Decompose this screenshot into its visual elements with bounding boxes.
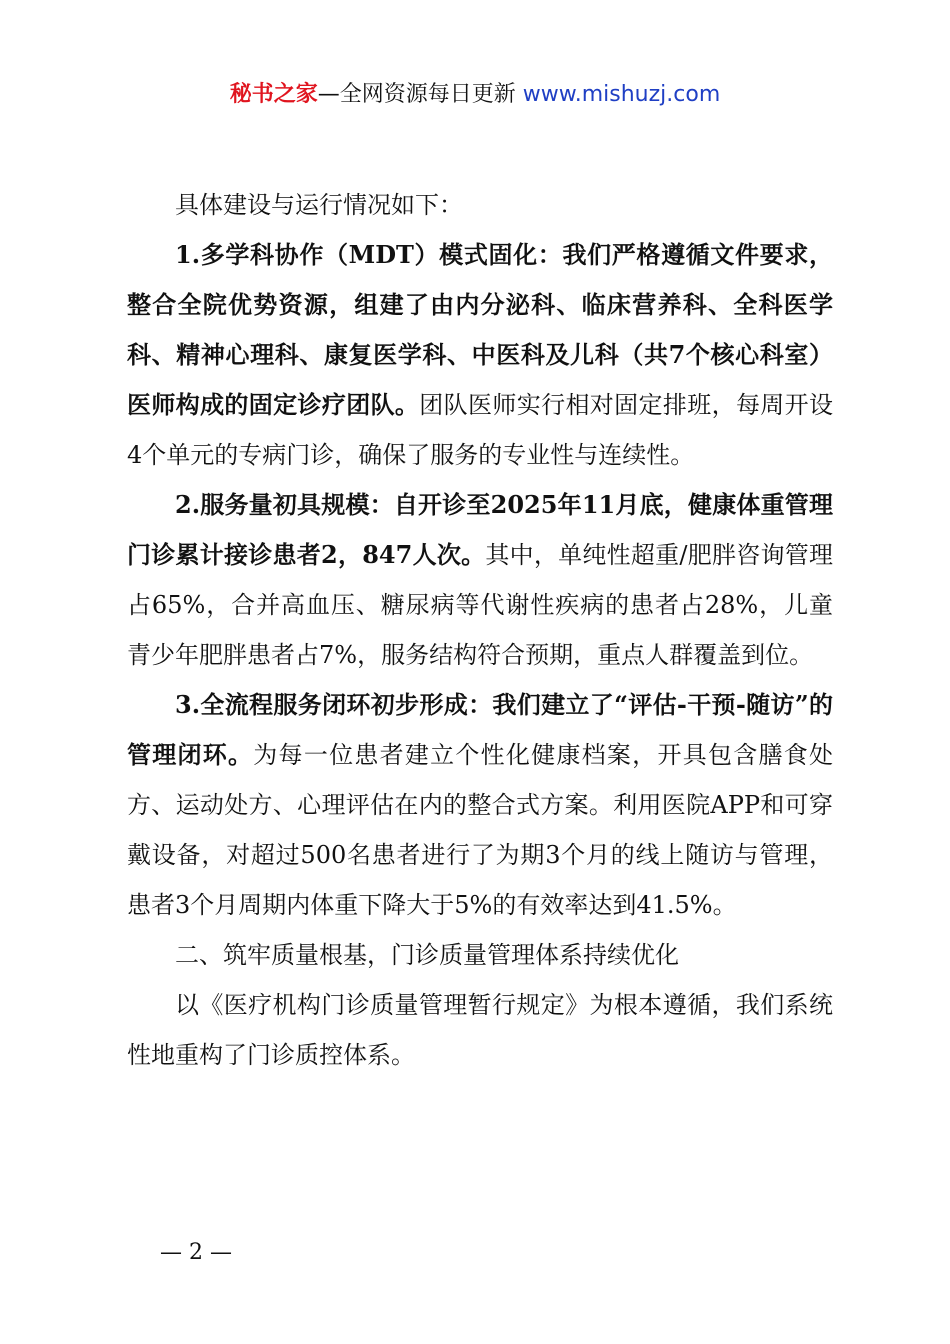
- item-1-bold-text: 1.多学科协作（MDT）模式固化：我们严格遵循文件要求，整合全院优势资源，组建了由内分泌科、临床营养科、全科医学科、精神心理科、康复医学科、中医科及儿科（共7个核心科室）医师构成的固定诊疗团队。: [127, 240, 833, 419]
- item-1-paragraph: [127, 230, 833, 480]
- closing-text: 以《医疗机构门诊质量管理暂行规定》为根本遵循，我们系统性地重构了门诊质控体系。: [127, 991, 833, 1069]
- site-url-link[interactable]: www.mishuzj.com: [522, 82, 721, 107]
- item-3-paragraph: [127, 680, 833, 930]
- item-2-bold-text: 2.服务量初具规模：自开诊至2025年11月底，健康体重管理门诊累计接诊患者2，847人次。: [127, 490, 833, 569]
- site-tagline: —全网资源每日更新: [317, 82, 516, 107]
- item-2-text: 其中，单纯性超重/肥胖咨询管理占65%，合并高血压、糖尿病等代谢性疾病的患者占28%，儿童青少年肥胖患者占7%，服务结构符合预期，重点人群覆盖到位。: [127, 541, 833, 669]
- closing-paragraph: [127, 980, 833, 1080]
- item-3-bold-text: 3.全流程服务闭环初步形成：我们建立了“评估-干预-随访”的管理闭环。: [127, 690, 833, 769]
- site-brand: 秘书之家: [229, 82, 318, 107]
- section-heading-text: 二、筑牢质量根基，门诊质量管理体系持续优化: [175, 941, 679, 969]
- item-3-text: 为每一位患者建立个性化健康档案，开具包含膳食处方、运动处方、心理评估在内的整合式方案。利用医院APP和可穿戴设备，对超过500名患者进行了为期3个月的线上随访与管理，患者3个月周期内体重下降大于5%的有效率达到41.5%。: [127, 741, 833, 919]
- site-header: [0, 78, 950, 112]
- document-body: [127, 180, 833, 1080]
- item-2-paragraph: [127, 480, 833, 680]
- intro-text: 具体建设与运行情况如下：: [175, 191, 463, 219]
- intro-paragraph: [127, 180, 833, 230]
- section-heading: [127, 930, 833, 980]
- item-1-text: 团队医师实行相对固定排班，每周开设4个单元的专病门诊，确保了服务的专业性与连续性。: [127, 391, 834, 469]
- page-number: — 2 —: [160, 1240, 232, 1265]
